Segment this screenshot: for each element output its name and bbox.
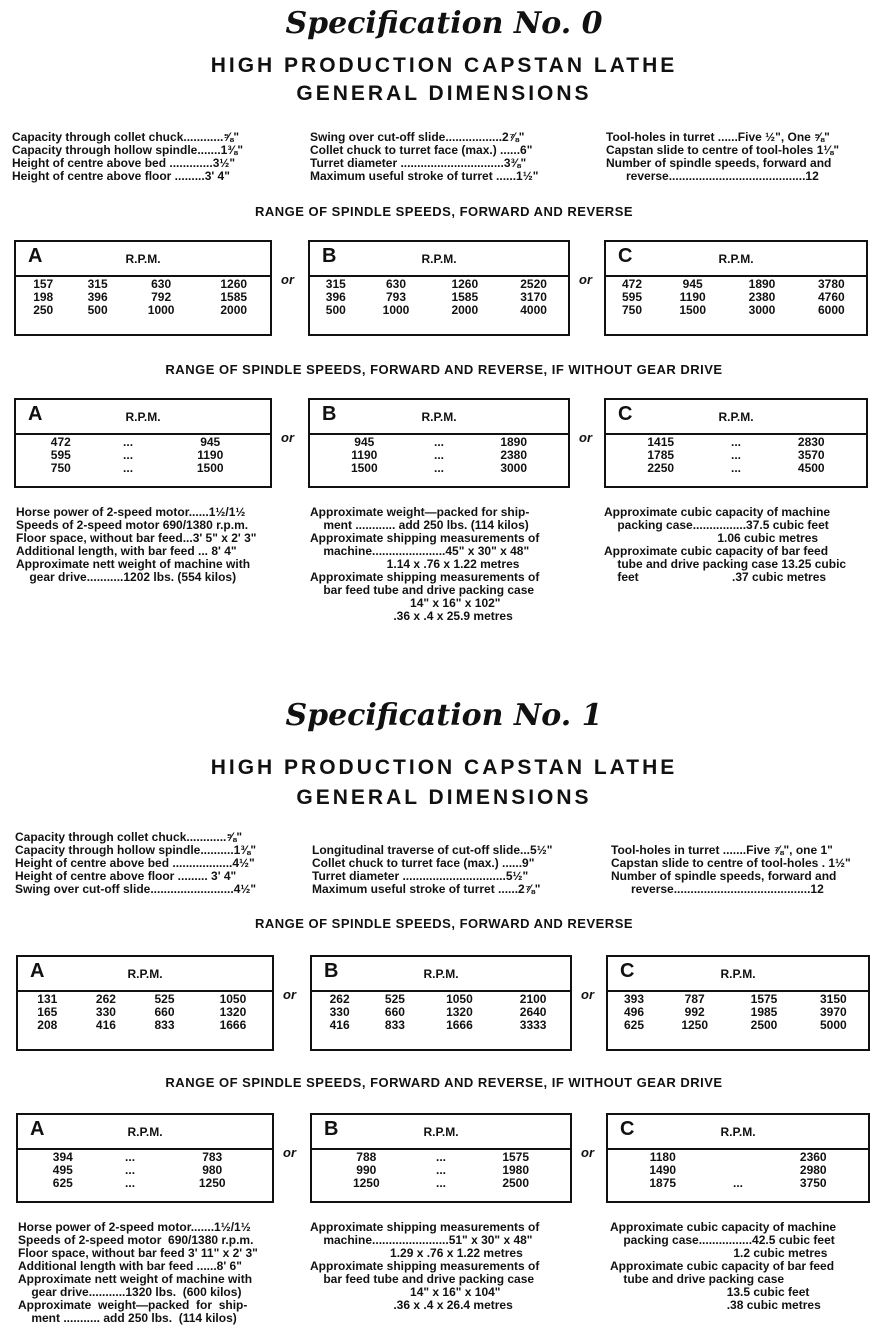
rpm-value: 330 bbox=[95, 1005, 116, 1019]
note-line: 1.29 x .76 x 1.22 metres bbox=[310, 1246, 523, 1260]
rpm-row bbox=[18, 1177, 272, 1190]
rpm-value: 416 bbox=[329, 1018, 350, 1032]
rpm-value: 1190 bbox=[351, 448, 378, 462]
note-line: packing case................37.5 cubic feet bbox=[604, 518, 829, 532]
rpm-value: 1585 bbox=[220, 290, 248, 304]
rpm-value: ... bbox=[435, 1163, 446, 1177]
rpm-value: 500 bbox=[325, 303, 346, 317]
dimension-line: Swing over cut-off slide.................2⅞" bbox=[310, 130, 525, 144]
rpm-value: ... bbox=[730, 448, 741, 462]
range-letter: B bbox=[324, 1118, 339, 1140]
note-line: Approximate shipping measurements of bbox=[310, 531, 540, 545]
rpm-value: 131 bbox=[37, 992, 58, 1006]
rpm-label: R.P.M. bbox=[127, 967, 163, 981]
note-line: ment ........... add 250 lbs. (114 kilos) bbox=[18, 1311, 237, 1325]
rpm-value: 787 bbox=[684, 992, 705, 1006]
rpm-label: R.P.M. bbox=[423, 967, 459, 981]
subtitle-line1: HIGH PRODUCTION CAPSTAN LATHE bbox=[210, 756, 678, 779]
dimension-line: Tool-holes in turret ......Five ½", One ⅝" bbox=[606, 130, 830, 144]
dimension-line: Capacity through collet chuck............⅝" bbox=[15, 830, 243, 844]
rpm-value: 595 bbox=[621, 290, 643, 304]
range-letter: B bbox=[322, 245, 337, 267]
note-line: Approximate cubic capacity of bar feed bbox=[604, 544, 829, 558]
note-line: Additional length with bar feed ......8' 6" bbox=[18, 1259, 242, 1273]
rpm-row bbox=[606, 304, 866, 317]
rpm-row bbox=[310, 462, 568, 475]
rpm-value: 630 bbox=[151, 277, 172, 291]
rpm-value: 1980 bbox=[502, 1163, 530, 1177]
rpm-value: 2360 bbox=[799, 1150, 827, 1164]
dimension-line: Maximum useful stroke of turret ......1½" bbox=[310, 169, 539, 183]
note-line: Floor space, without bar feed...3' 5" x 2' 3" bbox=[16, 531, 257, 545]
rpm-value: 3970 bbox=[819, 1005, 847, 1019]
rpm-label: R.P.M. bbox=[125, 252, 161, 266]
note-line: tube and drive packing case 13.25 cubic bbox=[604, 557, 847, 571]
note-line: .38 cubic metres bbox=[610, 1298, 821, 1312]
rpm-value: 2000 bbox=[451, 303, 479, 317]
note-line: .36 x .4 x 26.4 metres bbox=[310, 1298, 513, 1312]
rpm-value: 945 bbox=[354, 435, 375, 449]
dimension-line: reverse.........................................12 bbox=[611, 882, 824, 896]
rpm-value: 1320 bbox=[446, 1005, 473, 1019]
rpm-value: ... bbox=[433, 435, 444, 449]
rpm-label: R.P.M. bbox=[127, 1125, 163, 1139]
rpm-label: R.P.M. bbox=[718, 252, 754, 266]
note-line: Horse power of 2-speed motor.......1½/1½ bbox=[18, 1220, 251, 1234]
rpm-value: 1985 bbox=[750, 1005, 778, 1019]
note-line: bar feed tube and drive packing case bbox=[310, 583, 535, 597]
rpm-table bbox=[312, 1151, 570, 1190]
rpm-value: 1250 bbox=[352, 1176, 380, 1190]
rpm-value: 3000 bbox=[748, 303, 776, 317]
range-letter: C bbox=[618, 403, 633, 425]
rpm-label: R.P.M. bbox=[720, 967, 756, 981]
rpm-value: 1500 bbox=[679, 303, 707, 317]
rpm-table bbox=[608, 1151, 868, 1190]
note-line: feet .37 cubic metres bbox=[604, 570, 827, 584]
or-label: or bbox=[283, 1145, 296, 1160]
note-line: 14" x 16" x 102" bbox=[310, 596, 501, 610]
note-line: Speeds of 2-speed motor 690/1380 r.p.m. bbox=[18, 1233, 254, 1247]
or-label: or bbox=[581, 987, 594, 1002]
range-heading-direct: RANGE OF SPINDLE SPEEDS, FORWARD AND REVERSE, IF WITHOUT GEAR DRIVE bbox=[165, 362, 723, 377]
rpm-value: 1500 bbox=[350, 461, 378, 475]
note-line: Approximate shipping measurements of bbox=[310, 1220, 540, 1234]
rpm-value: 496 bbox=[623, 1005, 645, 1019]
rpm-value: 4760 bbox=[817, 290, 845, 304]
rpm-box-b bbox=[310, 955, 572, 1051]
dimensions-column bbox=[611, 831, 851, 896]
dimension-line: reverse.........................................12 bbox=[606, 169, 819, 183]
note-line: Approximate cubic capacity of bar feed bbox=[610, 1259, 835, 1273]
dimension-line: Turret diameter ...............................3⅜" bbox=[310, 156, 527, 170]
dimension-line: Height of centre above bed .............3½" bbox=[12, 156, 236, 170]
rpm-value: ... bbox=[123, 448, 134, 462]
range-heading-direct: RANGE OF SPINDLE SPEEDS, FORWARD AND REVERSE, IF WITHOUT GEAR DRIVE bbox=[165, 1075, 723, 1090]
rpm-value: 625 bbox=[52, 1176, 73, 1190]
rpm-value: 3570 bbox=[797, 448, 825, 462]
spec-title: Specification No. 0 bbox=[285, 6, 603, 41]
dimension-line: Capacity through collet chuck............⅝" bbox=[12, 130, 240, 144]
rpm-value: 525 bbox=[154, 992, 175, 1006]
rpm-value: 393 bbox=[623, 992, 645, 1006]
rpm-value: ... bbox=[730, 435, 741, 449]
rpm-value: 945 bbox=[200, 435, 221, 449]
rpm-value: 793 bbox=[385, 290, 406, 304]
or-label: or bbox=[281, 430, 294, 445]
rpm-value: 1575 bbox=[750, 992, 778, 1006]
dimension-line: Swing over cut-off slide.........................4½" bbox=[15, 882, 257, 896]
rpm-label: R.P.M. bbox=[421, 410, 457, 424]
rpm-table bbox=[16, 436, 270, 475]
note-line: Horse power of 2-speed motor......1½/1½ bbox=[16, 505, 246, 519]
dimension-line: Capstan slide to centre of tool-holes 1⅛" bbox=[606, 143, 840, 157]
rpm-value: 1050 bbox=[219, 992, 247, 1006]
rpm-box-c bbox=[606, 955, 870, 1051]
rpm-value: 1250 bbox=[681, 1018, 709, 1032]
range-letter: C bbox=[620, 1118, 635, 1140]
rpm-value: ... bbox=[125, 1150, 136, 1164]
range-letter: A bbox=[28, 245, 43, 267]
dimension-line: Height of centre above floor ......... 3' 4" bbox=[15, 869, 237, 883]
range-letter: C bbox=[620, 960, 635, 982]
note-line: Approximate shipping measurements of bbox=[310, 1259, 540, 1273]
rpm-value: 660 bbox=[384, 1005, 405, 1019]
rpm-value: 788 bbox=[356, 1150, 377, 1164]
rpm-value: 416 bbox=[95, 1018, 116, 1032]
rpm-value: 262 bbox=[95, 992, 116, 1006]
rpm-value: ... bbox=[433, 448, 444, 462]
rpm-label: R.P.M. bbox=[421, 252, 457, 266]
subtitle-line1: HIGH PRODUCTION CAPSTAN LATHE bbox=[210, 54, 678, 77]
rpm-value: 2380 bbox=[748, 290, 776, 304]
note-line: Approximate weight—packed for ship- bbox=[18, 1298, 248, 1312]
rpm-value: 472 bbox=[621, 277, 643, 291]
rpm-value: 833 bbox=[384, 1018, 405, 1032]
rpm-value: 2380 bbox=[500, 448, 528, 462]
note-line: 14" x 16" x 104" bbox=[310, 1285, 501, 1299]
rpm-value: 990 bbox=[356, 1163, 377, 1177]
rpm-value: 165 bbox=[37, 1005, 58, 1019]
rpm-value: 1575 bbox=[502, 1150, 530, 1164]
range-heading-geared: RANGE OF SPINDLE SPEEDS, FORWARD AND REVERSE bbox=[254, 204, 634, 219]
rpm-row bbox=[608, 1177, 868, 1190]
rpm-value: ... bbox=[125, 1176, 136, 1190]
rpm-value: 330 bbox=[329, 1005, 350, 1019]
note-line: tube and drive packing case bbox=[610, 1272, 785, 1286]
rpm-value: 472 bbox=[50, 435, 71, 449]
range-heading-geared: RANGE OF SPINDLE SPEEDS, FORWARD AND REVERSE bbox=[254, 916, 634, 931]
or-label: or bbox=[283, 987, 296, 1002]
rpm-box-b bbox=[308, 398, 570, 488]
rpm-label: R.P.M. bbox=[423, 1125, 459, 1139]
rpm-value: 992 bbox=[684, 1005, 705, 1019]
rpm-table bbox=[16, 278, 270, 317]
rpm-value: 1190 bbox=[197, 448, 224, 462]
or-label: or bbox=[579, 430, 592, 445]
rpm-value: 1250 bbox=[198, 1176, 226, 1190]
spec-title: Specification No. 1 bbox=[285, 698, 603, 733]
rpm-value: 4500 bbox=[797, 461, 825, 475]
rpm-table bbox=[310, 278, 568, 317]
dimension-line: Collet chuck to turret face (max.) ......9" bbox=[312, 856, 535, 870]
rpm-value: 1785 bbox=[647, 448, 675, 462]
rpm-value: 833 bbox=[154, 1018, 175, 1032]
notes-column bbox=[18, 1221, 258, 1325]
rpm-label: R.P.M. bbox=[720, 1125, 756, 1139]
rpm-value: 394 bbox=[52, 1150, 73, 1164]
rpm-value: 5000 bbox=[819, 1018, 847, 1032]
rpm-value: 1490 bbox=[649, 1163, 677, 1177]
rpm-value: 1875 bbox=[649, 1176, 677, 1190]
rpm-box-c bbox=[604, 398, 868, 488]
rpm-box-a bbox=[14, 398, 272, 488]
note-line: gear drive...........1320 lbs. (600 kilos) bbox=[18, 1285, 242, 1299]
rpm-value: 2520 bbox=[520, 277, 547, 291]
rpm-value: 3150 bbox=[819, 992, 847, 1006]
dimension-line: Capstan slide to centre of tool-holes . 1½" bbox=[611, 856, 851, 870]
rpm-box-a bbox=[14, 240, 272, 336]
rpm-value: 980 bbox=[202, 1163, 223, 1177]
rpm-value: 1190 bbox=[679, 290, 706, 304]
rpm-value: 1000 bbox=[382, 303, 410, 317]
rpm-value: ... bbox=[125, 1163, 136, 1177]
rpm-value: 2100 bbox=[519, 992, 547, 1006]
rpm-value: 1666 bbox=[219, 1018, 247, 1032]
rpm-row bbox=[16, 304, 270, 317]
rpm-value: 660 bbox=[154, 1005, 175, 1019]
note-line: 1.06 cubic metres bbox=[604, 531, 819, 545]
dimension-line: Height of centre above bed ..................4½" bbox=[15, 856, 255, 870]
rpm-row bbox=[608, 1019, 868, 1032]
note-line: gear drive...........1202 lbs. (554 kilos) bbox=[16, 570, 237, 584]
range-letter: C bbox=[618, 245, 633, 267]
note-line: 1.14 x .76 x 1.22 metres bbox=[310, 557, 520, 571]
rpm-value: 3000 bbox=[500, 461, 528, 475]
rpm-table bbox=[312, 993, 570, 1032]
note-line: ment ............ add 250 lbs. (114 kilos) bbox=[310, 518, 529, 532]
note-line: Approximate cubic capacity of machine bbox=[604, 505, 831, 519]
rpm-value: 1000 bbox=[147, 303, 175, 317]
rpm-value: 4000 bbox=[520, 303, 547, 317]
rpm-value: 2500 bbox=[750, 1018, 778, 1032]
rpm-value: 2500 bbox=[502, 1176, 530, 1190]
notes-column bbox=[604, 506, 846, 584]
rpm-table bbox=[18, 1151, 272, 1190]
dimension-line: Capacity through hollow spindle.......1⅜" bbox=[12, 143, 244, 157]
rpm-table bbox=[606, 436, 866, 475]
rpm-value: ... bbox=[433, 461, 444, 475]
rpm-label: R.P.M. bbox=[125, 410, 161, 424]
note-line: Approximate shipping measurements of bbox=[310, 570, 540, 584]
rpm-value: ... bbox=[730, 461, 741, 475]
rpm-row bbox=[18, 1019, 272, 1032]
note-line: 13.5 cubic feet bbox=[610, 1285, 810, 1299]
dimensions-column bbox=[312, 831, 552, 896]
rpm-box-b bbox=[310, 1113, 572, 1203]
rpm-value: 2830 bbox=[797, 435, 825, 449]
rpm-value: 1260 bbox=[220, 277, 248, 291]
dimension-line: Maximum useful stroke of turret ......2⅞" bbox=[312, 882, 541, 896]
subtitle-line2: GENERAL DIMENSIONS bbox=[296, 82, 592, 105]
rpm-table bbox=[310, 436, 568, 475]
rpm-row bbox=[312, 1177, 570, 1190]
rpm-value: 315 bbox=[87, 277, 108, 291]
rpm-box-a bbox=[16, 955, 274, 1051]
rpm-value: 1415 bbox=[647, 435, 675, 449]
rpm-label: R.P.M. bbox=[718, 410, 754, 424]
dimensions-column bbox=[12, 131, 243, 183]
or-label: or bbox=[581, 1145, 594, 1160]
dimension-line: Height of centre above floor .........3' 4" bbox=[12, 169, 230, 183]
rpm-value: 2640 bbox=[519, 1005, 547, 1019]
rpm-value: 500 bbox=[87, 303, 108, 317]
rpm-value: ... bbox=[732, 1176, 743, 1190]
dimension-line: Number of spindle speeds, forward and bbox=[611, 869, 837, 883]
dimensions-column bbox=[310, 131, 538, 183]
rpm-value: 1890 bbox=[500, 435, 528, 449]
subtitle-line2: GENERAL DIMENSIONS bbox=[296, 786, 592, 809]
rpm-value: 750 bbox=[50, 461, 71, 475]
rpm-value: 3170 bbox=[520, 290, 547, 304]
note-line: Approximate cubic capacity of machine bbox=[610, 1220, 837, 1234]
rpm-value: 2980 bbox=[799, 1163, 827, 1177]
note-line: packing case................42.5 cubic feet bbox=[610, 1233, 835, 1247]
notes-column bbox=[610, 1221, 836, 1312]
or-label: or bbox=[579, 272, 592, 287]
note-line: machine......................45" x 30" x 48" bbox=[310, 544, 530, 558]
note-line: Additional length, with bar feed ... 8' 4" bbox=[16, 544, 237, 558]
note-line: machine.......................51" x 30" x 48" bbox=[310, 1233, 533, 1247]
rpm-value: 1180 bbox=[649, 1150, 676, 1164]
note-line: bar feed tube and drive packing case bbox=[310, 1272, 535, 1286]
range-letter: A bbox=[30, 1118, 45, 1140]
rpm-value: 3780 bbox=[817, 277, 845, 291]
note-line: Speeds of 2-speed motor 690/1380 r.p.m. bbox=[16, 518, 249, 532]
rpm-value: 525 bbox=[384, 992, 405, 1006]
rpm-value: 198 bbox=[33, 290, 54, 304]
rpm-value: 1585 bbox=[451, 290, 479, 304]
rpm-value: 396 bbox=[325, 290, 346, 304]
dimension-line: Tool-holes in turret .......Five ⅞", one 1" bbox=[611, 843, 833, 857]
range-letter: A bbox=[28, 403, 43, 425]
rpm-value: 1320 bbox=[219, 1005, 247, 1019]
rpm-value: 1890 bbox=[748, 277, 776, 291]
rpm-row bbox=[312, 1019, 570, 1032]
rpm-box-a bbox=[16, 1113, 274, 1203]
rpm-value: 396 bbox=[87, 290, 108, 304]
rpm-row bbox=[310, 304, 568, 317]
dimension-line: Number of spindle speeds, forward and bbox=[606, 156, 832, 170]
rpm-value: 250 bbox=[33, 303, 54, 317]
dimension-line: Turret diameter ...............................5½" bbox=[312, 869, 529, 883]
range-letter: B bbox=[324, 960, 339, 982]
rpm-value: 1260 bbox=[451, 277, 479, 291]
dimensions-column bbox=[606, 131, 839, 183]
rpm-value: 157 bbox=[33, 277, 54, 291]
rpm-box-c bbox=[606, 1113, 870, 1203]
rpm-value: 2250 bbox=[647, 461, 675, 475]
dimension-line: Collet chuck to turret face (max.) ......6" bbox=[310, 143, 533, 157]
rpm-value: 3750 bbox=[799, 1176, 827, 1190]
rpm-value: 1666 bbox=[446, 1018, 473, 1032]
rpm-value: 945 bbox=[682, 277, 703, 291]
note-line: Approximate weight—packed for ship- bbox=[310, 505, 530, 519]
rpm-value: 208 bbox=[37, 1018, 58, 1032]
rpm-value: 630 bbox=[385, 277, 406, 291]
rpm-value: 792 bbox=[151, 290, 172, 304]
rpm-value: 783 bbox=[202, 1150, 223, 1164]
rpm-box-b bbox=[308, 240, 570, 336]
rpm-row bbox=[16, 462, 270, 475]
notes-column bbox=[310, 506, 539, 623]
rpm-value: 1050 bbox=[446, 992, 473, 1006]
rpm-value: ... bbox=[435, 1150, 446, 1164]
rpm-value: ... bbox=[123, 461, 134, 475]
rpm-table bbox=[608, 993, 868, 1032]
or-label: or bbox=[281, 272, 294, 287]
rpm-value: 750 bbox=[621, 303, 643, 317]
range-letter: A bbox=[30, 960, 45, 982]
rpm-value: ... bbox=[123, 435, 134, 449]
rpm-value: 495 bbox=[52, 1163, 73, 1177]
note-line: Approximate nett weight of machine with bbox=[18, 1272, 253, 1286]
note-line: 1.2 cubic metres bbox=[610, 1246, 828, 1260]
rpm-value: 262 bbox=[329, 992, 350, 1006]
note-line: .36 x .4 x 25.9 metres bbox=[310, 609, 513, 623]
rpm-value: 3333 bbox=[519, 1018, 547, 1032]
rpm-value: 625 bbox=[623, 1018, 645, 1032]
range-letter: B bbox=[322, 403, 337, 425]
rpm-value: 595 bbox=[50, 448, 71, 462]
rpm-value: 1500 bbox=[196, 461, 224, 475]
rpm-box-c bbox=[604, 240, 868, 336]
dimension-line: Longitudinal traverse of cut-off slide...5½" bbox=[312, 843, 553, 857]
rpm-value: 6000 bbox=[817, 303, 845, 317]
dimension-line: Capacity through hollow spindle..........1⅜" bbox=[15, 843, 257, 857]
rpm-value: 2000 bbox=[220, 303, 248, 317]
note-line: Floor space, without bar feed 3' 11" x 2' 3" bbox=[18, 1246, 258, 1260]
dimensions-column bbox=[15, 831, 256, 896]
rpm-value: ... bbox=[435, 1176, 446, 1190]
rpm-table bbox=[18, 993, 272, 1032]
rpm-table bbox=[606, 278, 866, 317]
notes-column bbox=[310, 1221, 539, 1312]
notes-column bbox=[16, 506, 256, 584]
rpm-value: 315 bbox=[325, 277, 346, 291]
rpm-row bbox=[606, 462, 866, 475]
note-line: Approximate nett weight of machine with bbox=[16, 557, 251, 571]
